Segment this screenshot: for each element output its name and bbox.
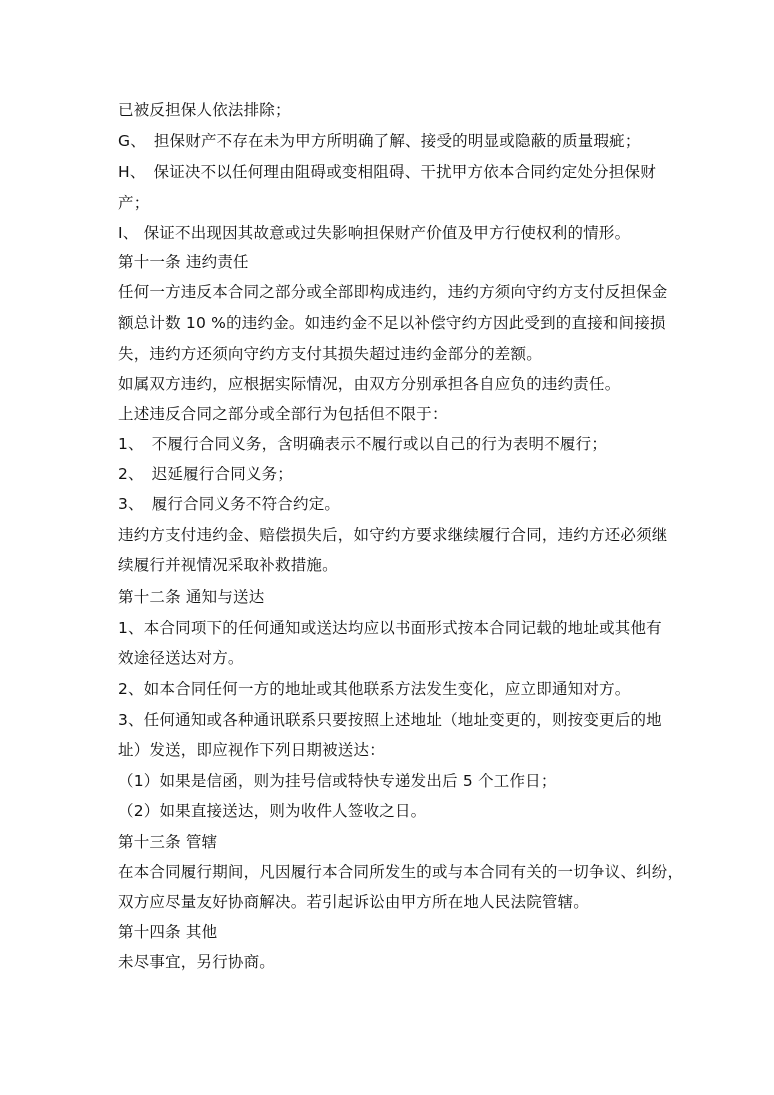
text-line: 续履行并视情况采取补救措施。 xyxy=(118,556,338,574)
text-line: 如属双方违约，应根据实际情况，由双方分别承担各自应负的违约责任。 xyxy=(118,375,621,393)
text-line: 任何一方违反本合同之部分或全部即构成违约，违约方须向守约方支付反担保金 xyxy=(118,283,668,301)
text-line: 未尽事宜，另行协商。 xyxy=(118,953,276,971)
text-line: （2）如果直接送达，则为收件人签收之日。 xyxy=(118,802,427,820)
text-line: 失，违约方还须向守约方支付其损失超过违约金部分的差额。 xyxy=(118,345,542,363)
text-line: 在本合同履行期间，凡因履行本合同所发生的或与本合同有关的一切争议、纠纷， xyxy=(118,863,684,881)
text-line: 址）发送，即应视作下列日期被送达： xyxy=(118,741,385,759)
text-line: 效途径送达对方。 xyxy=(118,649,244,667)
text-line: 双方应尽量友好协商解决。若引起诉讼由甲方所在地人民法院管辖。 xyxy=(118,893,590,911)
text-line: 3、 履行合同义务不符合约定。 xyxy=(118,495,341,513)
text-line: （1）如果是信函，则为挂号信或特快专递发出后 5 个工作日； xyxy=(118,772,557,790)
section-heading: 第十二条 通知与送达 xyxy=(118,588,265,606)
text-line: 额总计数 10 %的违约金。如违约金不足以补偿守约方因此受到的直接和间接损 xyxy=(118,314,666,332)
text-line: 1、本合同项下的任何通知或送达均应以书面形式按本合同记载的地址或其他有 xyxy=(118,619,662,637)
text-line: 3、任何通知或各种通讯联系只要按照上述地址（地址变更的，则按变更后的地 xyxy=(118,711,662,729)
text-line: 2、 迟延履行合同义务； xyxy=(118,465,294,483)
section-heading: 第十四条 其他 xyxy=(118,923,218,941)
section-heading: 第十一条 违约责任 xyxy=(118,253,249,271)
text-line: H、 保证决不以任何理由阻碍或变相阻碍、干扰甲方依本合同约定处分担保财 xyxy=(118,163,656,181)
text-line: 已被反担保人依法排除； xyxy=(118,101,291,119)
section-heading: 第十三条 管辖 xyxy=(118,833,218,851)
text-line: G、 担保财产不存在未为甲方所明确了解、接受的明显或隐蔽的质量瑕疵； xyxy=(118,132,641,150)
text-line: 上述违反合同之部分或全部行为包括但不限于： xyxy=(118,405,448,423)
text-line: 违约方支付违约金、赔偿损失后，如守约方要求继续履行合同，违约方还必须继 xyxy=(118,526,668,544)
text-line: 产； xyxy=(118,194,150,212)
text-line: I、 保证不出现因其故意或过失影响担保财产价值及甲方行使权利的情形。 xyxy=(118,224,631,242)
text-line: 2、如本合同任何一方的地址或其他联系方法发生变化，应立即通知对方。 xyxy=(118,680,631,698)
text-line: 1、 不履行合同义务，含明确表示不履行或以自己的行为表明不履行； xyxy=(118,435,608,453)
